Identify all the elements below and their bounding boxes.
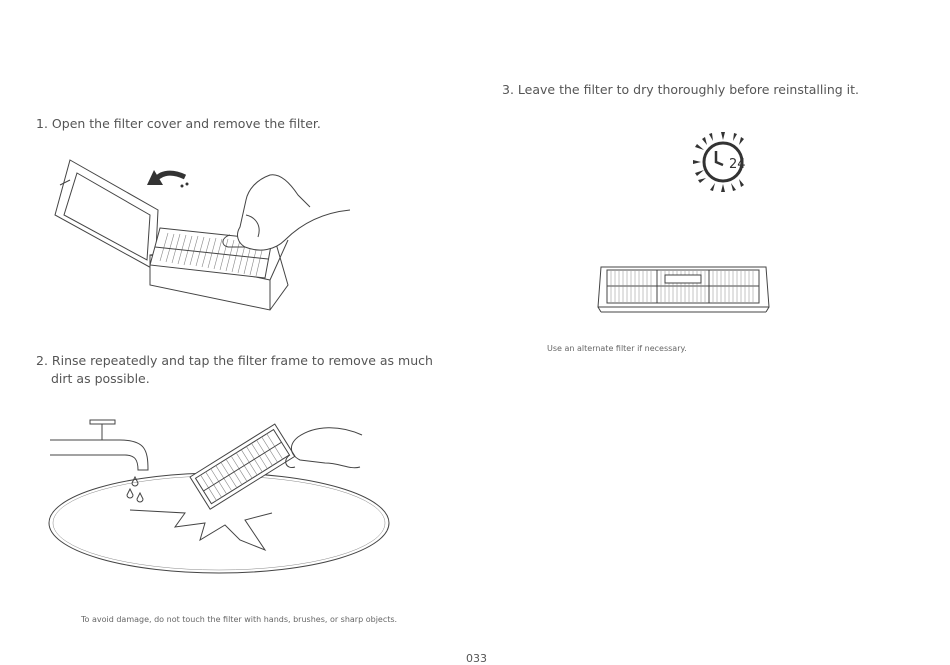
sun-clock-icon <box>693 132 753 192</box>
step-2-instruction <box>36 352 433 388</box>
step-2-number: 2. <box>36 353 48 368</box>
dry-hours-label: 24 <box>729 157 746 172</box>
rinse-filter-illustration <box>50 415 395 580</box>
step-3-number: 3. <box>502 82 514 97</box>
step-2-line-2: dirt as possible. <box>51 371 150 386</box>
step-2-line-1: Rinse repeatedly and tap the filter frame to remove as much <box>51 353 433 368</box>
step-1-instruction <box>36 115 321 133</box>
spare-filter-illustration <box>597 265 770 315</box>
alternate-filter-note: Use an alternate filter if necessary. <box>547 344 687 353</box>
step-3-instruction <box>502 81 859 99</box>
page-number: 033 <box>466 652 487 665</box>
step-1-number: 1. <box>36 116 48 131</box>
step-1-text: Open the filter cover and remove the filter. <box>51 116 321 131</box>
remove-filter-illustration <box>50 155 360 315</box>
step-3-text: Leave the filter to dry thoroughly before reinstalling it. <box>517 82 860 97</box>
avoid-damage-note: To avoid damage, do not touch the filter with hands, brushes, or sharp objects. <box>81 615 398 624</box>
